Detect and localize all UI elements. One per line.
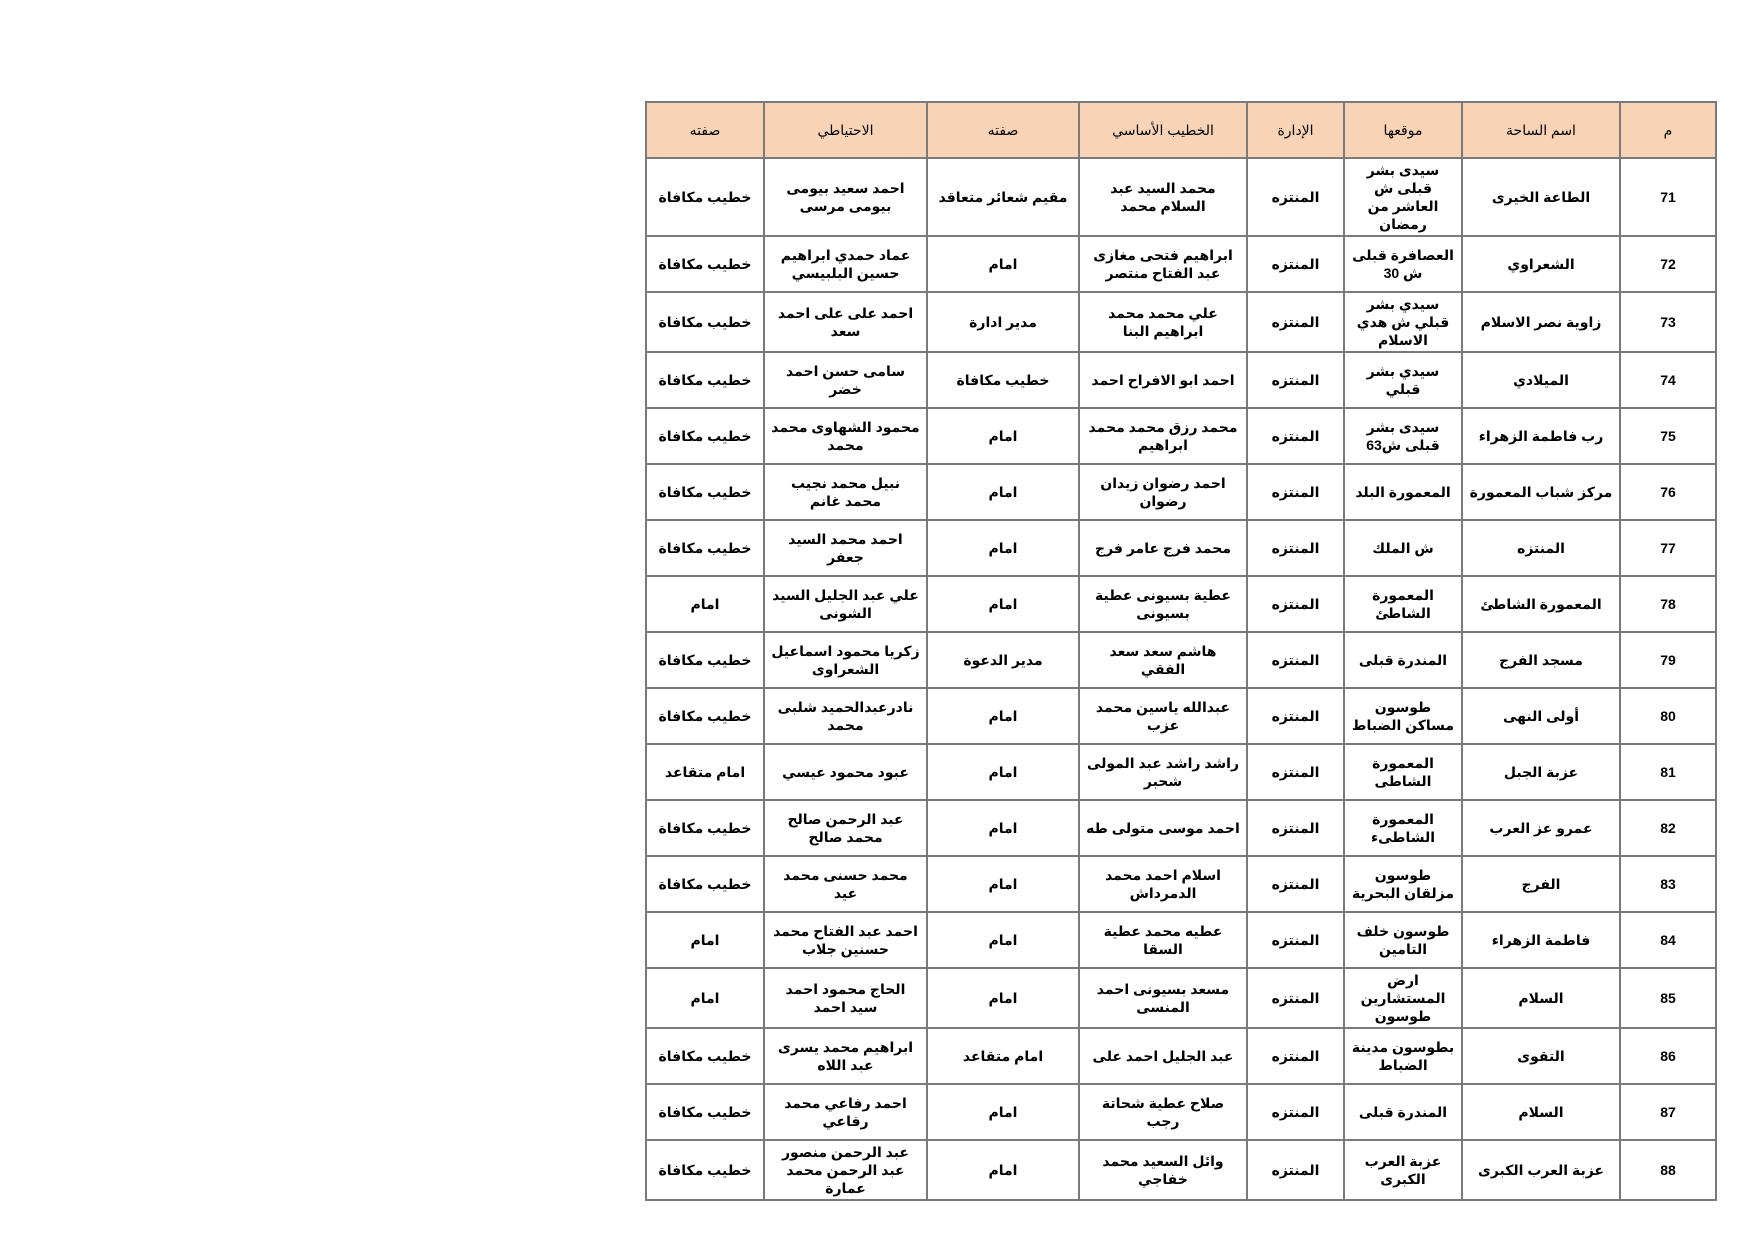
- cell-admin: المنتزه: [1247, 1084, 1344, 1140]
- cell-main-preacher: صلاح عطية شحاتة رجب: [1079, 1084, 1247, 1140]
- cell-main-role: مدير ادارة: [927, 292, 1079, 352]
- cell-reserve-role: خطيب مكافاة: [646, 292, 764, 352]
- cell-location: سيدى بشر قبلى ش63: [1344, 408, 1462, 464]
- cell-reserve-role: امام: [646, 912, 764, 968]
- table-row: [646, 912, 1716, 968]
- table-row: [646, 464, 1716, 520]
- cell-square-name: عزبة العرب الكبرى: [1462, 1140, 1620, 1200]
- cell-main-role: مقيم شعائر متعاقد: [927, 158, 1079, 236]
- cell-reserve-role: خطيب مكافاة: [646, 1084, 764, 1140]
- cell-num: 78: [1620, 576, 1716, 632]
- cell-location: المندرة قبلى: [1344, 1084, 1462, 1140]
- cell-square-name: المعمورة الشاطئ: [1462, 576, 1620, 632]
- cell-reserve-preacher: محمد حسنى محمد عيد: [764, 856, 927, 912]
- cell-admin: المنتزه: [1247, 464, 1344, 520]
- cell-main-role: امام: [927, 464, 1079, 520]
- cell-reserve-preacher: احمد على على احمد سعد: [764, 292, 927, 352]
- cell-main-role: مدير الدعوة: [927, 632, 1079, 688]
- cell-reserve-role: امام: [646, 576, 764, 632]
- cell-reserve-role: خطيب مكافاة: [646, 856, 764, 912]
- cell-num: 82: [1620, 800, 1716, 856]
- cell-main-role: امام: [927, 236, 1079, 292]
- cell-main-preacher: عبد الجليل احمد على: [1079, 1028, 1247, 1084]
- table-row: [646, 352, 1716, 408]
- cell-square-name: الشعراوي: [1462, 236, 1620, 292]
- cell-location: المندرة قبلى: [1344, 632, 1462, 688]
- cell-num: 88: [1620, 1140, 1716, 1200]
- cell-main-preacher: محمد رزق محمد محمد ابراهيم: [1079, 408, 1247, 464]
- header-location: موقعها: [1344, 102, 1462, 158]
- cell-num: 73: [1620, 292, 1716, 352]
- cell-num: 75: [1620, 408, 1716, 464]
- table-row: [646, 744, 1716, 800]
- cell-reserve-role: خطيب مكافاة: [646, 1028, 764, 1084]
- table-row: [646, 158, 1716, 236]
- table-row: [646, 800, 1716, 856]
- cell-num: 80: [1620, 688, 1716, 744]
- cell-reserve-preacher: نبيل محمد نجيب محمد غانم: [764, 464, 927, 520]
- cell-main-role: امام: [927, 912, 1079, 968]
- cell-admin: المنتزه: [1247, 688, 1344, 744]
- cell-reserve-preacher: احمد سعيد بيومى بيومى مرسى: [764, 158, 927, 236]
- cell-square-name: السلام: [1462, 968, 1620, 1028]
- cell-reserve-preacher: عبد الرحمن صالح محمد صالح: [764, 800, 927, 856]
- cell-square-name: مسجد الفرج: [1462, 632, 1620, 688]
- cell-admin: المنتزه: [1247, 968, 1344, 1028]
- cell-location: طوسون مزلقان البحرية: [1344, 856, 1462, 912]
- cell-main-role: امام: [927, 688, 1079, 744]
- cell-num: 71: [1620, 158, 1716, 236]
- cell-admin: المنتزه: [1247, 1028, 1344, 1084]
- cell-reserve-role: امام متقاعد: [646, 744, 764, 800]
- cell-num: 81: [1620, 744, 1716, 800]
- cell-square-name: الطاعة الخيرى: [1462, 158, 1620, 236]
- cell-reserve-role: خطيب مكافاة: [646, 236, 764, 292]
- cell-main-preacher: عبدالله ياسين محمد عزب: [1079, 688, 1247, 744]
- cell-main-role: امام: [927, 800, 1079, 856]
- cell-main-role: امام متقاعد: [927, 1028, 1079, 1084]
- cell-main-role: امام: [927, 856, 1079, 912]
- cell-square-name: مركز شباب المعمورة: [1462, 464, 1620, 520]
- cell-reserve-preacher: عبد الرحمن منصور عبد الرحمن محمد عمارة: [764, 1140, 927, 1200]
- cell-square-name: السلام: [1462, 1084, 1620, 1140]
- table-body: [646, 158, 1716, 1200]
- cell-reserve-preacher: عماد حمدي ابراهيم حسين البلبيسي: [764, 236, 927, 292]
- cell-admin: المنتزه: [1247, 520, 1344, 576]
- cell-reserve-preacher: احمد رفاعي محمد رفاعي: [764, 1084, 927, 1140]
- cell-square-name: الفرج: [1462, 856, 1620, 912]
- preachers-schedule-table: [645, 101, 1717, 1201]
- cell-reserve-preacher: محمود الشهاوى محمد محمد: [764, 408, 927, 464]
- cell-main-role: امام: [927, 408, 1079, 464]
- cell-admin: المنتزه: [1247, 632, 1344, 688]
- cell-reserve-preacher: زكريا محمود اسماعيل الشعراوى: [764, 632, 927, 688]
- cell-square-name: عمرو عز العرب: [1462, 800, 1620, 856]
- table-row: [646, 856, 1716, 912]
- cell-reserve-role: خطيب مكافاة: [646, 632, 764, 688]
- cell-main-preacher: محمد فرج عامر فرج: [1079, 520, 1247, 576]
- header-reserve-role: صفته: [646, 102, 764, 158]
- cell-location: المعمورة البلد: [1344, 464, 1462, 520]
- cell-reserve-preacher: الحاج محمود احمد سيد احمد: [764, 968, 927, 1028]
- cell-admin: المنتزه: [1247, 292, 1344, 352]
- cell-location: سيدى بشر قبلى ش العاشر من رمضان: [1344, 158, 1462, 236]
- table-row: [646, 688, 1716, 744]
- cell-main-role: خطيب مكافاة: [927, 352, 1079, 408]
- header-admin: الإدارة: [1247, 102, 1344, 158]
- table-row: [646, 576, 1716, 632]
- cell-main-preacher: راشد راشد عبد المولى شحبر: [1079, 744, 1247, 800]
- cell-location: المعمورة الشاطىء: [1344, 800, 1462, 856]
- cell-admin: المنتزه: [1247, 744, 1344, 800]
- table-row: [646, 1084, 1716, 1140]
- cell-main-preacher: هاشم سعد سعد الفقي: [1079, 632, 1247, 688]
- cell-reserve-role: خطيب مكافاة: [646, 1140, 764, 1200]
- cell-main-preacher: اسلام احمد محمد الدمرداش: [1079, 856, 1247, 912]
- table-row: [646, 408, 1716, 464]
- cell-square-name: فاطمة الزهراء: [1462, 912, 1620, 968]
- cell-location: العصافرة قبلى ش 30: [1344, 236, 1462, 292]
- cell-main-role: امام: [927, 744, 1079, 800]
- cell-reserve-role: خطيب مكافاة: [646, 520, 764, 576]
- table-row: [646, 1140, 1716, 1200]
- header-main-preacher: الخطيب الأساسي: [1079, 102, 1247, 158]
- cell-location: المعمورة الشاطئ: [1344, 576, 1462, 632]
- cell-admin: المنتزه: [1247, 236, 1344, 292]
- table-header-row: [646, 102, 1716, 158]
- header-main-role: صفته: [927, 102, 1079, 158]
- cell-main-preacher: وائل السعيد محمد خفاجي: [1079, 1140, 1247, 1200]
- cell-main-role: امام: [927, 968, 1079, 1028]
- cell-location: المعمورة الشاطى: [1344, 744, 1462, 800]
- cell-main-preacher: مسعد بسيونى احمد المنسى: [1079, 968, 1247, 1028]
- cell-square-name: رب فاطمة الزهراء: [1462, 408, 1620, 464]
- cell-main-role: امام: [927, 1084, 1079, 1140]
- cell-location: بطوسون مدينة الضباط: [1344, 1028, 1462, 1084]
- cell-main-preacher: احمد رضوان زيدان رضوان: [1079, 464, 1247, 520]
- cell-reserve-preacher: علي عبد الجليل السيد الشونى: [764, 576, 927, 632]
- cell-reserve-role: خطيب مكافاة: [646, 408, 764, 464]
- cell-main-role: امام: [927, 1140, 1079, 1200]
- cell-reserve-role: امام: [646, 968, 764, 1028]
- cell-num: 85: [1620, 968, 1716, 1028]
- cell-main-preacher: علي محمد محمد ابراهيم البنا: [1079, 292, 1247, 352]
- header-name: اسم الساحة: [1462, 102, 1620, 158]
- cell-reserve-preacher: احمد محمد السيد جعفر: [764, 520, 927, 576]
- cell-square-name: التقوى: [1462, 1028, 1620, 1084]
- cell-admin: المنتزه: [1247, 912, 1344, 968]
- header-num: م: [1620, 102, 1716, 158]
- cell-admin: المنتزه: [1247, 856, 1344, 912]
- cell-reserve-role: خطيب مكافاة: [646, 688, 764, 744]
- cell-admin: المنتزه: [1247, 408, 1344, 464]
- cell-location: ارض المستشارين طوسون: [1344, 968, 1462, 1028]
- cell-square-name: زاوية نصر الاسلام: [1462, 292, 1620, 352]
- cell-admin: المنتزه: [1247, 576, 1344, 632]
- cell-square-name: عزبة الجبل: [1462, 744, 1620, 800]
- cell-main-preacher: احمد موسى متولى طه: [1079, 800, 1247, 856]
- cell-location: ش الملك: [1344, 520, 1462, 576]
- cell-num: 74: [1620, 352, 1716, 408]
- cell-reserve-preacher: ابراهيم محمد يسرى عبد اللاه: [764, 1028, 927, 1084]
- cell-square-name: المنتزه: [1462, 520, 1620, 576]
- cell-admin: المنتزه: [1247, 158, 1344, 236]
- table-row: [646, 520, 1716, 576]
- cell-num: 72: [1620, 236, 1716, 292]
- cell-reserve-preacher: سامى حسن احمد خضر: [764, 352, 927, 408]
- cell-main-role: امام: [927, 576, 1079, 632]
- cell-num: 76: [1620, 464, 1716, 520]
- cell-reserve-preacher: نادرعبدالحميد شلبى محمد: [764, 688, 927, 744]
- cell-num: 77: [1620, 520, 1716, 576]
- cell-main-preacher: ابراهيم فتحى مغازى عبد الفتاح منتصر: [1079, 236, 1247, 292]
- cell-reserve-preacher: عبود محمود عيسي: [764, 744, 927, 800]
- cell-location: سيدي بشر قبلي ش هدي الاسلام: [1344, 292, 1462, 352]
- cell-num: 83: [1620, 856, 1716, 912]
- cell-main-preacher: عطيه محمد عطية السقا: [1079, 912, 1247, 968]
- cell-reserve-role: خطيب مكافاة: [646, 464, 764, 520]
- cell-reserve-role: خطيب مكافاة: [646, 158, 764, 236]
- cell-num: 87: [1620, 1084, 1716, 1140]
- table-row: [646, 236, 1716, 292]
- cell-main-preacher: احمد ابو الافراح احمد: [1079, 352, 1247, 408]
- cell-location: طوسون مساكن الضباط: [1344, 688, 1462, 744]
- cell-location: سيدي بشر قبلي: [1344, 352, 1462, 408]
- cell-square-name: أولى النهى: [1462, 688, 1620, 744]
- header-reserve: الاحتياطي: [764, 102, 927, 158]
- table-row: [646, 632, 1716, 688]
- cell-num: 86: [1620, 1028, 1716, 1084]
- cell-reserve-preacher: احمد عبد الفتاح محمد حسنين جلاب: [764, 912, 927, 968]
- cell-reserve-role: خطيب مكافاة: [646, 800, 764, 856]
- table-row: [646, 968, 1716, 1028]
- cell-admin: المنتزه: [1247, 352, 1344, 408]
- cell-reserve-role: خطيب مكافاة: [646, 352, 764, 408]
- cell-main-role: امام: [927, 520, 1079, 576]
- cell-location: عزبة العرب الكبرى: [1344, 1140, 1462, 1200]
- cell-num: 84: [1620, 912, 1716, 968]
- table-row: [646, 1028, 1716, 1084]
- cell-main-preacher: محمد السيد عبد السلام محمد: [1079, 158, 1247, 236]
- cell-main-preacher: عطية بسيونى عطية بسيونى: [1079, 576, 1247, 632]
- cell-num: 79: [1620, 632, 1716, 688]
- cell-admin: المنتزه: [1247, 800, 1344, 856]
- cell-square-name: الميلادي: [1462, 352, 1620, 408]
- cell-admin: المنتزه: [1247, 1140, 1344, 1200]
- table-row: [646, 292, 1716, 352]
- cell-location: طوسون خلف التامين: [1344, 912, 1462, 968]
